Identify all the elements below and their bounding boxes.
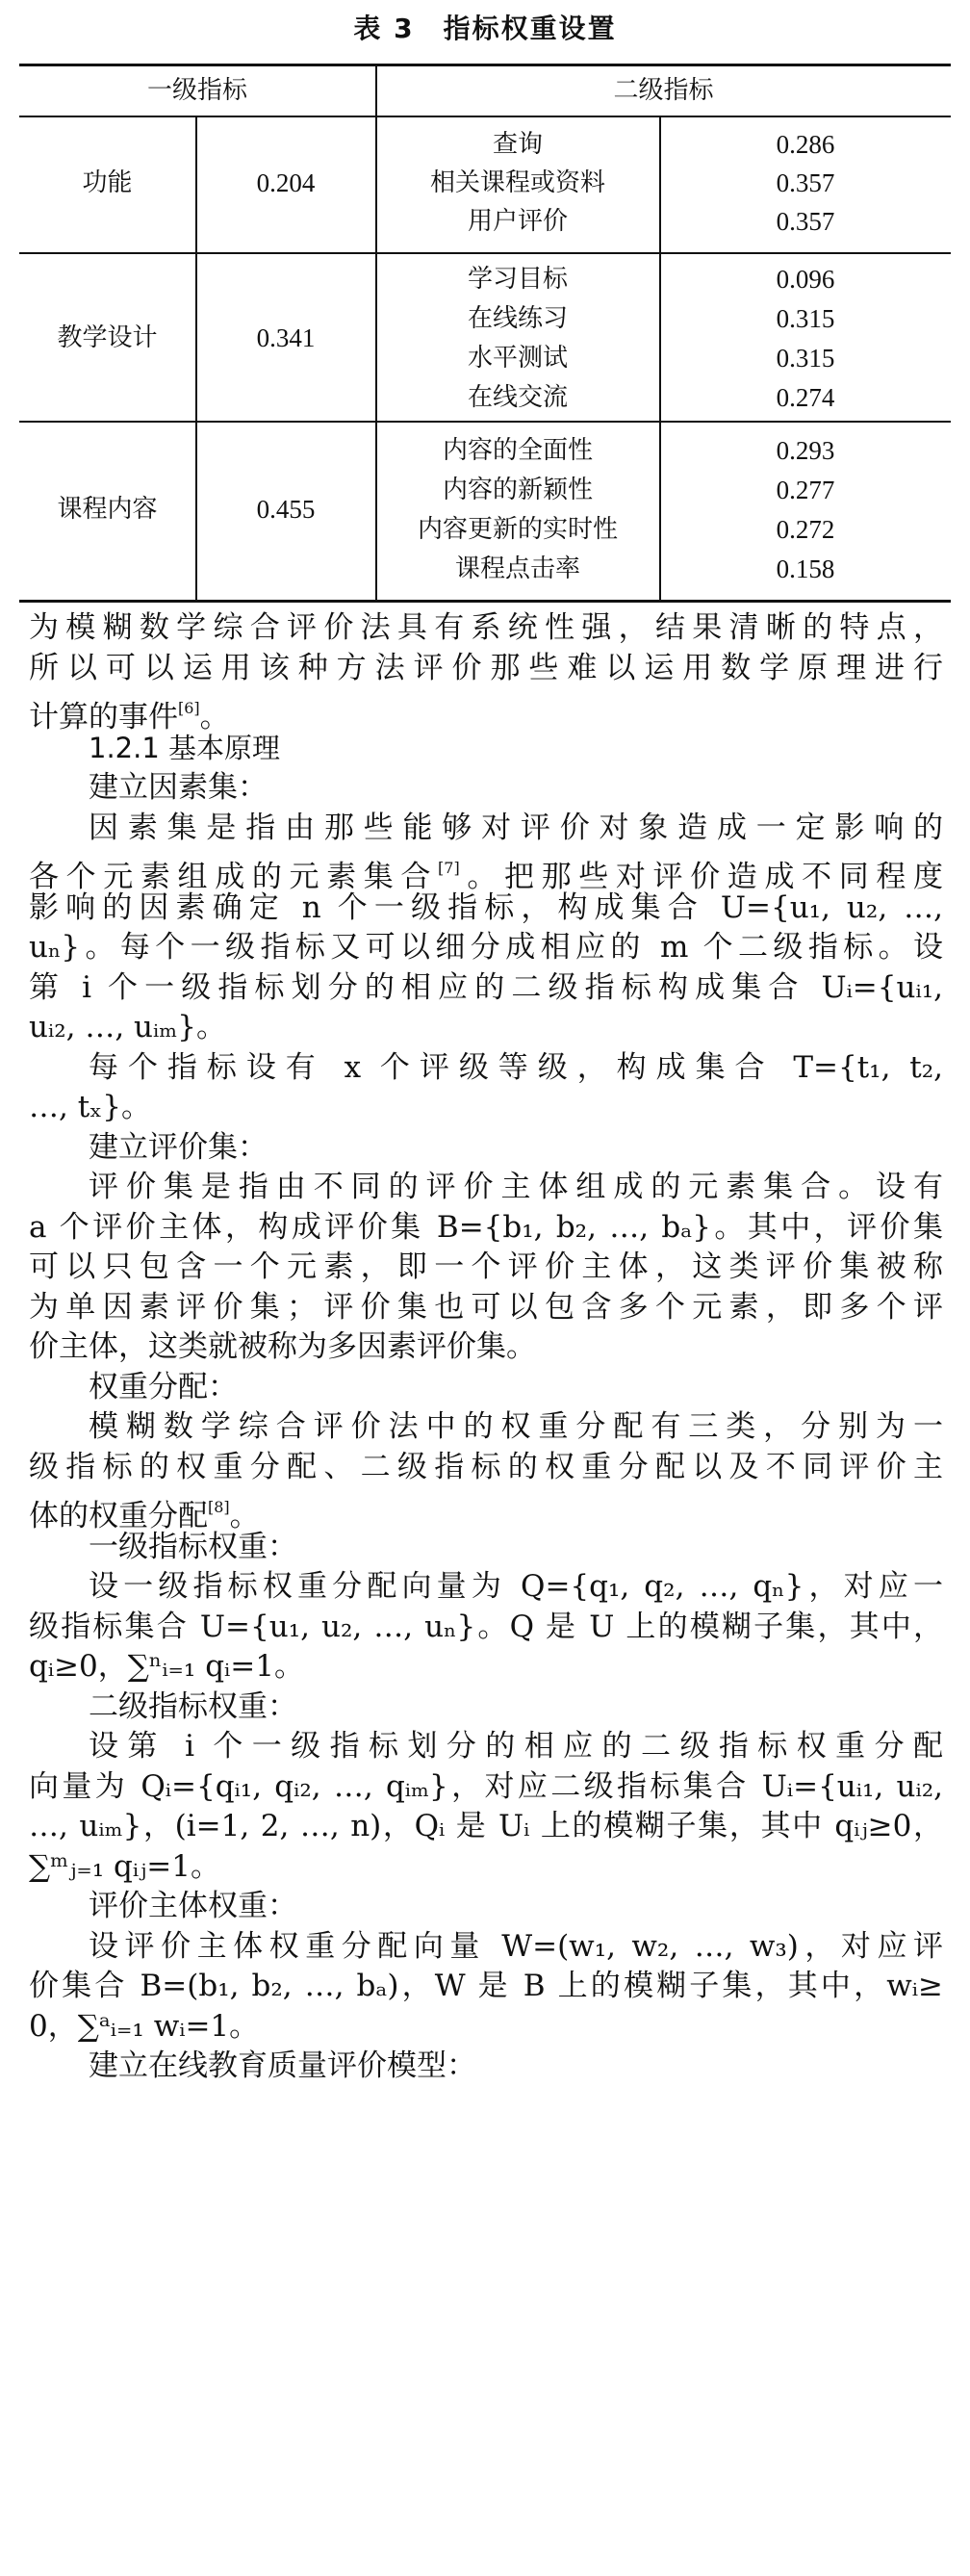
subheading: 二级指标权重： bbox=[89, 1688, 297, 1724]
level2-name: 学习目标 bbox=[467, 265, 568, 294]
citation-ref: [7] bbox=[438, 859, 460, 877]
text-line bbox=[29, 688, 943, 734]
text-run: 。把那些对评价造成不同程度 bbox=[459, 860, 944, 894]
table-row-rule bbox=[19, 421, 951, 423]
text-line: …, tₓ}。 bbox=[29, 1090, 152, 1124]
header-level2: 二级指标 bbox=[613, 76, 714, 105]
citation-ref: [6] bbox=[178, 699, 200, 717]
text-line bbox=[29, 848, 944, 894]
text-line: 级指标的权重分配、二级指标的权重分配以及不同评价主 bbox=[29, 1449, 943, 1484]
text-run: 体的权重分配 bbox=[29, 1499, 208, 1533]
level2-name: 相关课程或资料 bbox=[429, 168, 605, 197]
text-line: …, uᵢₘ}，(i=1, 2, …, n)，Qᵢ 是 Uᵢ 上的模糊子集，其中 qᵢⱼ≥0， bbox=[29, 1809, 943, 1843]
text-line: 级指标集合 U={u₁, u₂, …, uₙ}。Q 是 U 上的模糊子集，其中， bbox=[29, 1609, 943, 1644]
text-line: 所以可以运用该种方法评价那些难以运用数学原理进行 bbox=[29, 650, 943, 685]
text-line: 因素集是指由那些能够对评价对象造成一定影响的 bbox=[89, 810, 943, 845]
level1-weight: 0.455 bbox=[256, 495, 316, 524]
text-run: 。 bbox=[229, 1499, 260, 1533]
subheading: 评价主体权重： bbox=[89, 1889, 297, 1923]
level2-name: 内容的新颖性 bbox=[442, 476, 593, 504]
text-line: 影响的因素确定 n 个一级指标，构成集合 U={u₁, u₂, …, bbox=[29, 889, 943, 925]
text-line bbox=[29, 1487, 943, 1533]
level2-weight: 0.272 bbox=[776, 515, 835, 544]
level2-weight: 0.315 bbox=[776, 344, 835, 373]
citation-ref: [8] bbox=[208, 1498, 230, 1516]
header-level1: 一级指标 bbox=[146, 76, 247, 105]
text-line: 向量为 Qᵢ={qᵢ₁, qᵢ₂, …, qᵢₘ}，对应二级指标集合 Uᵢ={uᵢ₁, uᵢ₂, bbox=[29, 1768, 943, 1804]
text-line: 0，∑ᵃᵢ₌₁ wᵢ=1。 bbox=[29, 2008, 260, 2044]
text-line: 可以只包含一个元素，即一个评价主体，这类评价集被称 bbox=[29, 1249, 943, 1284]
level2-name: 在线交流 bbox=[467, 383, 568, 412]
table-bottom-rule bbox=[19, 600, 951, 603]
level2-name: 内容的全面性 bbox=[442, 436, 593, 465]
level2-name: 内容更新的实时性 bbox=[417, 515, 618, 544]
level2-name: 用户评价 bbox=[467, 207, 568, 236]
subheading: 权重分配： bbox=[89, 1369, 238, 1404]
text-line: uₙ}。每个一级指标又可以细分成相应的 m 个二级指标。设 bbox=[29, 930, 943, 965]
text-line: 为单因素评价集；评价集也可以包含多个元素，即多个评 bbox=[29, 1289, 943, 1325]
text-line: 每个指标设有 x 个评级等级，构成集合 T={t₁, t₂, bbox=[89, 1049, 943, 1085]
level1-weight: 0.204 bbox=[256, 168, 316, 197]
subheading: 建立因素集： bbox=[89, 770, 268, 805]
text-line: ∑ᵐⱼ₌₁ qᵢⱼ=1。 bbox=[29, 1848, 220, 1884]
text-line: 价主体，这类就被称为多因素评价集。 bbox=[29, 1329, 536, 1364]
text-run: 。 bbox=[199, 700, 230, 734]
text-line: 为模糊数学综合评价法具有系统性强，结果清晰的特点， bbox=[29, 610, 943, 645]
level1-name: 教学设计 bbox=[57, 323, 158, 352]
level1-name: 功能 bbox=[82, 168, 133, 197]
text-line: 设一级指标权重分配向量为 Q={q₁, q₂, …, qₙ}，对应一 bbox=[89, 1569, 943, 1604]
level2-name: 查询 bbox=[492, 130, 543, 159]
table-caption: 表 3 指标权重设置 bbox=[353, 13, 617, 44]
level2-weight: 0.315 bbox=[776, 304, 835, 333]
level2-weight: 0.286 bbox=[776, 130, 835, 159]
level2-weight: 0.357 bbox=[776, 168, 835, 197]
text-line: qᵢ≥0，∑ⁿᵢ₌₁ qᵢ=1。 bbox=[29, 1649, 304, 1684]
table-top-rule bbox=[19, 64, 951, 66]
level2-name: 课程点击率 bbox=[454, 554, 580, 583]
subheading: 建立在线教育质量评价模型： bbox=[89, 2048, 476, 2083]
text-line: uᵢ₂, …, uᵢₘ}。 bbox=[29, 1010, 226, 1044]
weight-table bbox=[19, 64, 951, 603]
text-line: 设第 i 个一级指标划分的相应的二级指标权重分配 bbox=[89, 1729, 943, 1764]
section-heading: 1.2.1 基本原理 bbox=[89, 731, 281, 764]
level2-weight: 0.274 bbox=[776, 383, 835, 412]
text-line: 价集合 B=(b₁, b₂, …, bₐ)，W 是 B 上的模糊子集，其中，wᵢ≥ bbox=[29, 1969, 943, 2003]
subheading: 一级指标权重： bbox=[89, 1529, 297, 1564]
body-text bbox=[29, 608, 943, 2087]
text-run: 各个元素组成的元素集合 bbox=[29, 860, 439, 894]
text-line: 模糊数学综合评价法中的权重分配有三类，分别为一 bbox=[89, 1409, 943, 1444]
table-header-rule bbox=[19, 116, 951, 117]
level2-name: 水平测试 bbox=[467, 344, 568, 373]
level2-name: 在线练习 bbox=[467, 304, 568, 333]
level2-weight: 0.277 bbox=[776, 476, 835, 504]
text-run: 计算的事件 bbox=[29, 700, 178, 734]
level2-weight: 0.158 bbox=[776, 554, 835, 583]
subheading: 建立评价集： bbox=[89, 1129, 268, 1165]
text-line: a 个评价主体，构成评价集 B={b₁, b₂, …, bₐ}。其中，评价集 bbox=[29, 1209, 943, 1245]
text-line: 第 i 个一级指标划分的相应的二级指标构成集合 Uᵢ={uᵢ₁, bbox=[29, 969, 943, 1005]
level2-weight: 0.293 bbox=[776, 436, 835, 465]
text-line: 设评价主体权重分配向量 W=(w₁, w₂, …, w₃)，对应评 bbox=[89, 1928, 943, 1964]
level1-name: 课程内容 bbox=[57, 495, 158, 524]
text-line: 评价集是指由不同的评价主体组成的元素集合。设有 bbox=[89, 1170, 943, 1204]
table-row-rule bbox=[19, 252, 951, 254]
level1-weight: 0.341 bbox=[256, 323, 316, 352]
level2-weight: 0.096 bbox=[776, 265, 835, 294]
level2-weight: 0.357 bbox=[776, 207, 835, 236]
